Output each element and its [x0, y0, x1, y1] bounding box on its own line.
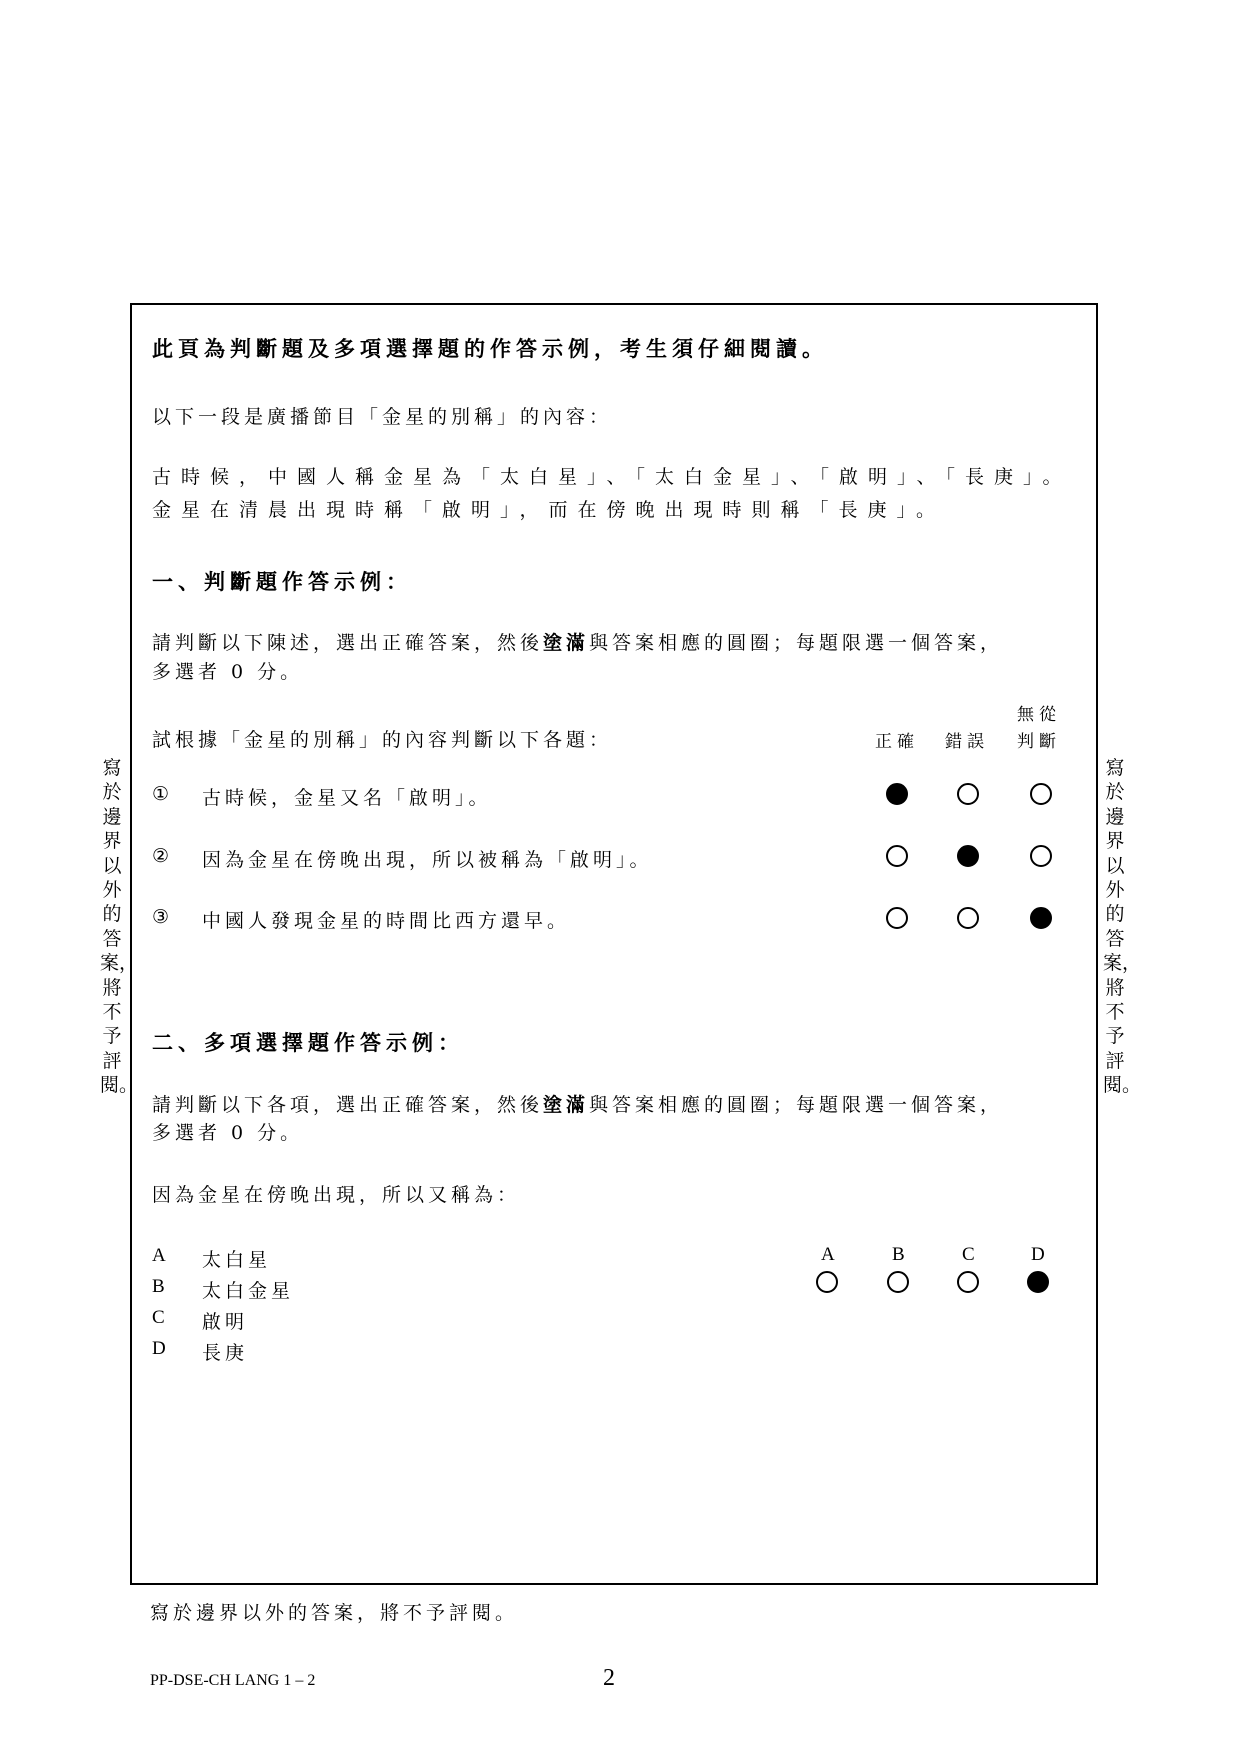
answer-column-b-label: B — [892, 1244, 905, 1265]
section2-instruction-line1 — [152, 1090, 1003, 1117]
item-2-option-true-bubble[interactable] — [886, 845, 908, 867]
column-header-unknown-bottom: 判斷 — [1017, 732, 1061, 752]
intro-text: 以下一段是廣播節目「金星的別稱」的內容： — [152, 406, 613, 428]
mc-bubble-b[interactable] — [887, 1271, 909, 1293]
item-3-option-unknown-bubble[interactable] — [1030, 907, 1052, 929]
option-d-letter: D — [152, 1338, 166, 1359]
instruction-text: 請判斷以下各項，選出正確答案，然後 — [152, 1094, 544, 1116]
section1-prompt: 試根據「金星的別稱」的內容判斷以下各題： — [152, 729, 613, 751]
passage-line-2: 金星在清晨出現時稱「啟明」，而在傍晚出現時則稱「長庚」。 — [152, 499, 946, 521]
item-2-option-false-bubble[interactable] — [957, 845, 979, 867]
column-header-unknown-top: 無從 — [1017, 705, 1061, 725]
option-b-text: 太白金星 — [202, 1280, 295, 1302]
page-number: 2 — [603, 1665, 615, 1691]
instruction-text: 請判斷以下陳述，選出正確答案，然後 — [152, 632, 544, 654]
mc-bubble-c[interactable] — [957, 1271, 979, 1293]
column-header-true: 正確 — [875, 732, 919, 752]
item-2-text: 因為金星在傍晚出現，所以被稱為「啟明」。 — [202, 849, 653, 871]
item-1-text: 古時候，金星又名「啟明」。 — [202, 787, 492, 809]
left-margin-note: 寫於邊界以外的答案，將不予評閱。 — [100, 757, 139, 1097]
item-2-option-unknown-bubble[interactable] — [1030, 845, 1052, 867]
right-margin-note: 寫於邊界以外的答案，將不予評閱。 — [1103, 757, 1142, 1097]
option-a-letter: A — [152, 1245, 166, 1266]
instruction-text: 與答案相應的圓圈；每題限選一個答案， — [589, 632, 1004, 654]
answer-column-c-label: C — [962, 1244, 975, 1265]
option-a-text: 太白星 — [202, 1249, 272, 1271]
option-b-letter: B — [152, 1276, 165, 1297]
instruction-bold-fill: 塗滿 — [543, 1094, 590, 1116]
answer-column-d-label: D — [1031, 1244, 1045, 1265]
option-d-text: 長庚 — [202, 1342, 249, 1364]
column-header-false: 錯誤 — [945, 732, 989, 752]
section1-heading: 一、判斷題作答示例： — [152, 569, 412, 594]
item-3-number: ③ — [152, 906, 174, 928]
bottom-boundary-note: 寫於邊界以外的答案，將不予評閱。 — [150, 1602, 519, 1624]
answer-column-a-label: A — [821, 1244, 835, 1265]
option-c-letter: C — [152, 1307, 165, 1328]
section2-question: 因為金星在傍晚出現，所以又稱為： — [152, 1184, 521, 1206]
item-1-option-unknown-bubble[interactable] — [1030, 783, 1052, 805]
instruction-text: 與答案相應的圓圈；每題限選一個答案， — [589, 1094, 1004, 1116]
item-3-option-true-bubble[interactable] — [886, 907, 908, 929]
item-1-option-false-bubble[interactable] — [957, 783, 979, 805]
section2-heading: 二、多項選擇題作答示例： — [152, 1030, 464, 1055]
option-c-text: 啟明 — [202, 1311, 249, 1333]
instruction-bold-fill: 塗滿 — [543, 632, 590, 654]
mc-bubble-a[interactable] — [816, 1271, 838, 1293]
footer-paper-code: PP-DSE-CH LANG 1 – 2 — [150, 1672, 316, 1689]
mc-bubble-d[interactable] — [1027, 1271, 1049, 1293]
section1-instruction-line2: 多選者 0 分。 — [152, 661, 304, 683]
section1-instruction-line1 — [152, 628, 1003, 655]
item-1-option-true-bubble[interactable] — [886, 783, 908, 805]
item-3-text: 中國人發現金星的時間比西方還早。 — [202, 910, 571, 932]
passage-line-1: 古時候，中國人稱金星為「太白星」、「太白金星」、「啟明」、「長庚」。 — [152, 466, 1072, 488]
item-3-option-false-bubble[interactable] — [957, 907, 979, 929]
section2-instruction-line2: 多選者 0 分。 — [152, 1122, 304, 1144]
page-title: 此頁為判斷題及多項選擇題的作答示例，考生須仔細閱讀。 — [152, 336, 828, 361]
item-2-number: ② — [152, 845, 174, 867]
item-1-number: ① — [152, 783, 174, 805]
